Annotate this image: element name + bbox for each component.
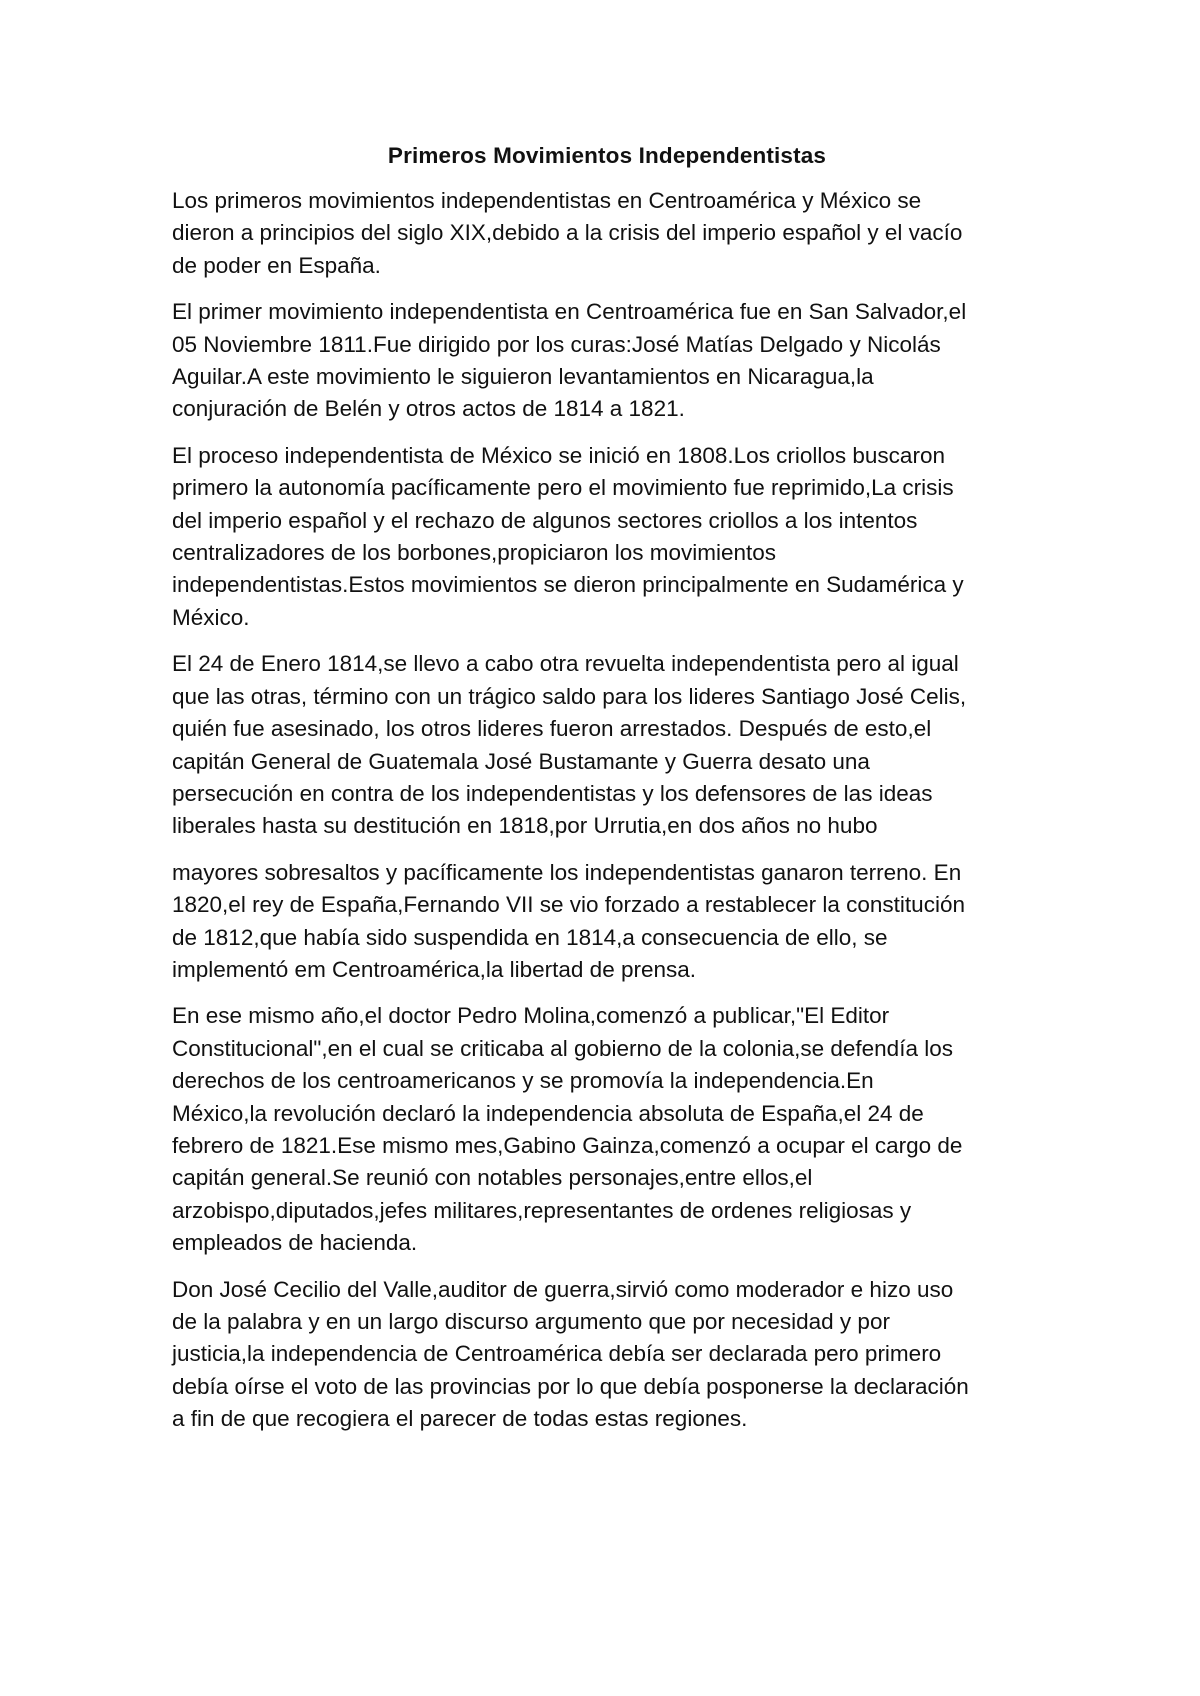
text-line: arzobispo,diputados,jefes militares,representantes de ordenes religiosas y (172, 1197, 912, 1223)
paragraph-5 (172, 857, 1042, 987)
text-line: capitán General de Guatemala José Bustamante y Guerra desato una (172, 748, 870, 774)
paragraph-1 (172, 185, 1042, 282)
text-line: del imperio español y el rechazo de algunos sectores criollos a los intentos (172, 507, 918, 533)
paragraph-2 (172, 296, 1042, 426)
text-line: de poder en España. (172, 252, 381, 278)
text-line: quién fue asesinado, los otros lideres fueron arrestados. Después de esto,el (172, 716, 932, 742)
text-line: derechos de los centroamericanos y se promovía la independencia.En (172, 1068, 874, 1094)
text-line: independentistas.Estos movimientos se dieron principalmente en Sudamérica y (172, 572, 964, 598)
document-title: Primeros Movimientos Independentistas (387, 143, 827, 168)
text-line: El proceso independentista de México se inició en 1808.Los criollos buscaron (172, 442, 945, 468)
text-line: En ese mismo año,el doctor Pedro Molina,comenzó a publicar,"El Editor (172, 1003, 890, 1029)
text-line: Aguilar.A este movimiento le siguieron levantamientos en Nicaragua,la (172, 364, 874, 390)
paragraph-6 (172, 1000, 1042, 1259)
text-line: implementó em Centroamérica,la libertad de prensa. (172, 956, 697, 982)
text-line: Don José Cecilio del Valle,auditor de guerra,sirvió como moderador e hizo uso (172, 1276, 954, 1302)
text-line: a fin de que recogiera el parecer de todas estas regiones. (172, 1406, 748, 1432)
paragraph-3 (172, 440, 1042, 634)
text-line: Los primeros movimientos independentistas en Centroamérica y México se (172, 188, 922, 213)
paragraph-4 (172, 648, 1042, 842)
text-line: mayores sobresaltos y pacíficamente los independentistas ganaron terreno. En (172, 859, 962, 885)
text-line: 05 Noviembre 1811.Fue dirigido por los curas:José Matías Delgado y Nicolás (172, 331, 941, 357)
text-line: de 1812,que había sido suspendida en 1814,a consecuencia de ello, se (172, 924, 888, 950)
text-line: México,la revolución declaró la independencia absoluta de España,el 24 de (172, 1100, 924, 1126)
text-line: febrero de 1821.Ese mismo mes,Gabino Gainza,comenzó a ocupar el cargo de (172, 1132, 963, 1158)
text-line: El 24 de Enero 1814,se llevo a cabo otra revuelta independentista pero al igual (172, 651, 959, 677)
text-line: México. (172, 604, 250, 630)
document-page (172, 138, 1042, 1450)
text-line: que las otras, término con un trágico saldo para los lideres Santiago José Celis, (172, 683, 967, 709)
text-line: de la palabra y en un largo discurso argumento que por necesidad y por (172, 1309, 890, 1334)
text-line: liberales hasta su destitución en 1818,por Urrutia,en dos años no hubo (172, 813, 878, 839)
text-line: dieron a principios del siglo XIX,debido a la crisis del imperio español y el vacío (172, 220, 963, 246)
text-line: 1820,el rey de España,Fernando VII se vio forzado a restablecer la constitución (172, 892, 965, 918)
text-line: empleados de hacienda. (172, 1230, 418, 1256)
text-line: centralizadores de los borbones,propiciaron los movimientos (172, 540, 777, 566)
text-line: Constitucional",en el cual se criticaba al gobierno de la colonia,se defendía los (172, 1035, 953, 1061)
paragraph-7 (172, 1274, 1042, 1436)
text-line: conjuración de Belén y otros actos de 1814 a 1821. (172, 396, 685, 422)
text-line: debía oírse el voto de las provincias por lo que debía posponerse la declaración (172, 1373, 969, 1399)
text-line: justicia,la independencia de Centroamérica debía ser declarada pero primero (172, 1341, 942, 1367)
text-line: El primer movimiento independentista en Centroamérica fue en San Salvador,el (172, 299, 967, 325)
text-line: persecución en contra de los independentistas y los defensores de las ideas (172, 780, 933, 806)
text-line: primero la autonomía pacíficamente pero el movimiento fue reprimido,La crisis (172, 475, 954, 501)
text-line: capitán general.Se reunió con notables personajes,entre ellos,el (172, 1165, 813, 1191)
